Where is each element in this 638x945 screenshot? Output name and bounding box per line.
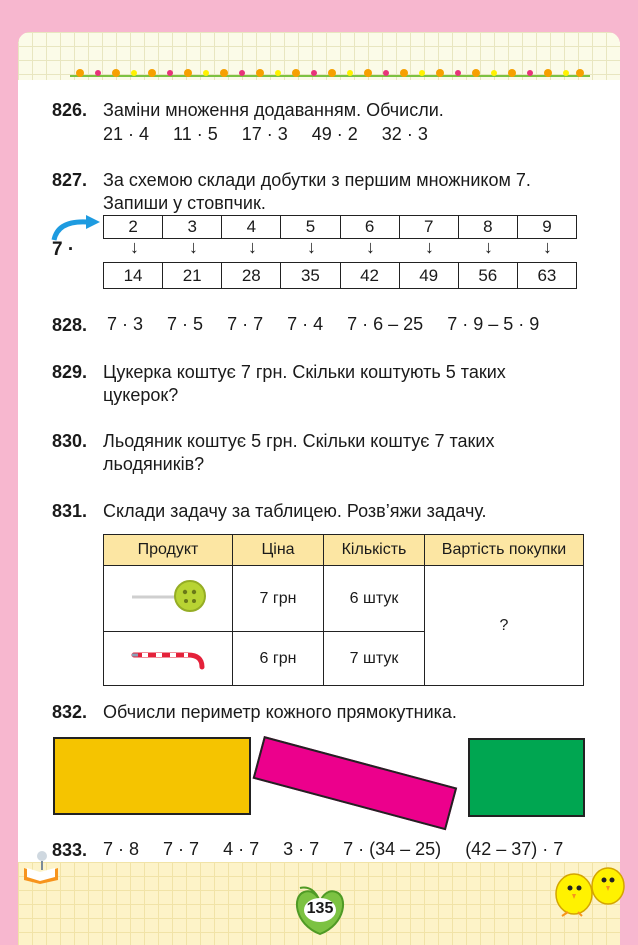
- expression: 7 · 7: [227, 314, 264, 334]
- scheme-cell: 28: [222, 263, 281, 288]
- table-header: Вартість покупки: [425, 535, 584, 566]
- down-arrow-icon: ↓: [366, 237, 375, 257]
- down-arrow-icon: ↓: [248, 237, 257, 257]
- price-cell: 6 грн: [233, 632, 324, 686]
- homework-book-icon: [22, 848, 60, 884]
- expression: (42 – 37) · 7: [465, 839, 564, 859]
- task-833-expressions: [103, 839, 563, 860]
- quantity-cell: 6 штук: [324, 566, 425, 632]
- expression: 7 · 9 – 5 · 9: [447, 314, 540, 334]
- task-832-text: Обчисли периметр кожного прямокутника.: [103, 702, 457, 722]
- expression: 21 · 4: [103, 124, 150, 144]
- price-cell: 7 грн: [233, 566, 324, 632]
- flower-border: [70, 66, 590, 80]
- task-829-line1: Цукерка коштує 7 грн. Скільки коштують 5 таких: [103, 362, 506, 382]
- page-frame-right: [620, 0, 638, 945]
- down-arrow-icon: ↓: [189, 237, 198, 257]
- task-833-number: 833.: [52, 840, 88, 860]
- task-832-number: 832.: [52, 702, 88, 722]
- task-826-number: 826.: [52, 100, 88, 120]
- green-rectangle: [468, 738, 585, 817]
- scheme-cell: 3: [163, 216, 222, 238]
- page-number: 135: [306, 900, 334, 917]
- scheme-cell: 21: [163, 263, 222, 288]
- down-arrow-icon: ↓: [130, 237, 139, 257]
- table-header: Продукт: [104, 535, 233, 566]
- table-header: Ціна: [233, 535, 324, 566]
- scheme-cell: 42: [341, 263, 400, 288]
- expression: 7 · 5: [167, 314, 204, 334]
- product-cell: [104, 632, 233, 686]
- scheme-cell: 9: [542, 217, 552, 236]
- expression: 32 · 3: [381, 124, 428, 144]
- scheme-cell: 56: [459, 263, 518, 288]
- multiplier-label: 7 ·: [52, 239, 75, 260]
- expression: 7 · 7: [163, 839, 200, 859]
- task-831-number: 831.: [52, 501, 88, 521]
- task-827-line2: Запиши у стовпчик.: [103, 193, 266, 213]
- expression: 7 · 8: [103, 839, 140, 859]
- task-830-line2: льодяників?: [103, 454, 205, 474]
- scheme-cell: 14: [104, 263, 163, 288]
- lollipop-round-icon: [128, 574, 208, 618]
- scheme-bottom-row: [103, 262, 577, 289]
- task-827-number: 827.: [52, 170, 88, 190]
- scheme-cell: 5: [281, 216, 340, 238]
- price-table: [103, 534, 584, 686]
- chicks-icon: [548, 860, 632, 924]
- down-arrow-icon: ↓: [543, 237, 552, 257]
- expression: 7 · 6 – 25: [347, 314, 424, 334]
- scheme-cell: 6: [341, 216, 400, 238]
- expression: 17 · 3: [241, 124, 288, 144]
- scheme-cell: 49: [400, 263, 459, 288]
- task-828-number: 828.: [52, 315, 88, 335]
- task-830-line1: Льодяник коштує 5 грн. Скільки коштує 7 таких: [103, 431, 495, 451]
- expression: 4 · 7: [223, 839, 260, 859]
- scheme-top-row: [103, 215, 577, 239]
- task-828-expressions: [107, 314, 539, 335]
- scheme-cell: 7: [400, 216, 459, 238]
- task-826-expressions: [103, 124, 428, 145]
- scheme-cell: 8: [459, 216, 518, 238]
- scheme-cell: 63: [537, 266, 557, 285]
- expression: 49 · 2: [311, 124, 358, 144]
- scheme-arrows: [105, 237, 577, 258]
- candy-cane-icon: [128, 639, 208, 673]
- task-829-line2: цукерок?: [103, 385, 179, 405]
- down-arrow-icon: ↓: [484, 237, 493, 257]
- product-cell: [104, 566, 233, 632]
- table-row: [104, 566, 584, 632]
- task-826-text: Заміни множення додаванням. Обчисли.: [103, 100, 444, 120]
- table-header: Кількість: [324, 535, 425, 566]
- task-830-number: 830.: [52, 431, 88, 451]
- table-header-row: [104, 535, 584, 566]
- scheme-cell: 4: [222, 216, 281, 238]
- expression: 7 · 3: [107, 314, 144, 334]
- scheme-cell: 2: [104, 216, 163, 238]
- down-arrow-icon: ↓: [425, 237, 434, 257]
- yellow-rectangle: [53, 737, 251, 815]
- task-831-text: Склади задачу за таблицею. Розв’яжи задачу.: [103, 501, 487, 521]
- expression: 11 · 5: [173, 124, 218, 144]
- scheme-cell: 35: [281, 263, 340, 288]
- expression: 7 · (34 – 25): [343, 839, 442, 859]
- quantity-cell: 7 штук: [324, 632, 425, 686]
- task-827-line1: За схемою склади добутки з першим множником 7.: [103, 170, 531, 190]
- expression: 7 · 4: [287, 314, 324, 334]
- total-cell: ?: [425, 566, 584, 686]
- task-829-number: 829.: [52, 362, 88, 382]
- expression: 3 · 7: [283, 839, 320, 859]
- page-frame-left: [0, 0, 18, 945]
- down-arrow-icon: ↓: [307, 237, 316, 257]
